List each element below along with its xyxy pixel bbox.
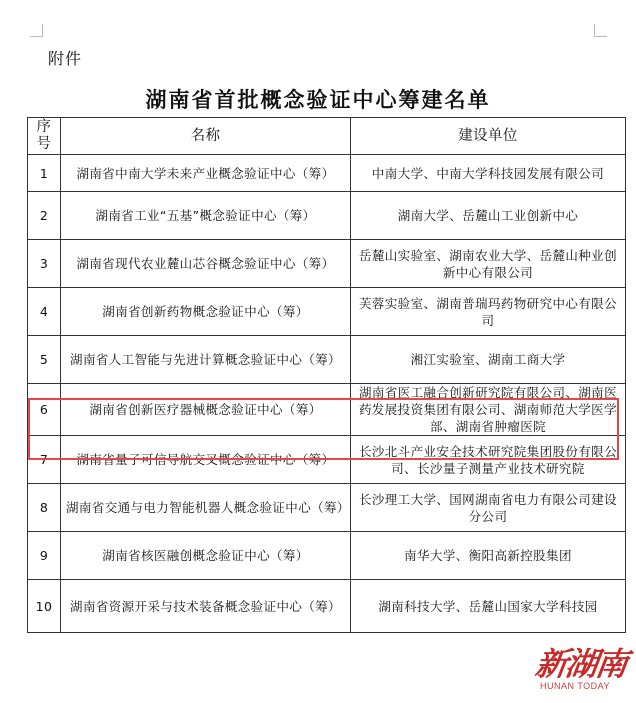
center-list-table [27, 117, 626, 633]
table-row [28, 484, 626, 532]
center-name: 湖南省创新药物概念验证中心（筹） [61, 288, 351, 336]
row-number: 9 [28, 532, 61, 580]
watermark-logo-text: 新湖南 [533, 645, 629, 683]
center-name: 湖南省创新医疗器械概念验证中心（筹） [61, 384, 351, 436]
construction-unit: 湘江实验室、湖南工商大学 [351, 336, 626, 384]
construction-unit: 湖南科技大学、岳麓山国家大学科技园 [351, 580, 626, 633]
center-name: 湖南省工业“五基”概念验证中心（筹） [61, 192, 351, 240]
center-name: 湖南省核医融创概念验证中心（筹） [61, 532, 351, 580]
page-corner-mark-right [594, 24, 607, 37]
table-row [28, 240, 626, 288]
table-row [28, 532, 626, 580]
row-number: 10 [28, 580, 61, 633]
row-number: 4 [28, 288, 61, 336]
attachment-label: 附件 [48, 49, 83, 68]
center-name: 湖南省交通与电力智能机器人概念验证中心（筹） [61, 484, 351, 532]
document-title: 湖南省首批概念验证中心筹建名单 [145, 88, 491, 112]
table-row [28, 288, 626, 336]
page-corner-mark-left [30, 24, 43, 37]
table-row [28, 155, 626, 192]
construction-unit: 芙蓉实验室、湖南普瑞玛药物研究中心有限公司 [351, 288, 626, 336]
table-row [28, 436, 626, 484]
center-name: 湖南省现代农业麓山芯谷概念验证中心（筹） [61, 240, 351, 288]
construction-unit: 中南大学、中南大学科技园发展有限公司 [351, 155, 626, 192]
construction-unit: 长沙理工大学、国网湖南省电力有限公司建设分公司 [351, 484, 626, 532]
center-name: 湖南省资源开采与技术装备概念验证中心（筹） [61, 580, 351, 633]
column-header-number: 序号 [28, 118, 61, 155]
construction-unit: 湖南大学、岳麓山工业创新中心 [351, 192, 626, 240]
construction-unit: 岳麓山实验室、湖南农业大学、岳麓山种业创新中心有限公司 [351, 240, 626, 288]
row-number: 7 [28, 436, 61, 484]
construction-unit: 长沙北斗产业安全技术研究院集团股份有限公司、长沙量子测量产业技术研究院 [351, 436, 626, 484]
table-header-row [28, 118, 626, 155]
watermark-sub-text: HUNAN TODAY [540, 681, 611, 691]
table-row [28, 580, 626, 633]
table-row [28, 192, 626, 240]
center-name: 湖南省中南大学未来产业概念验证中心（筹） [61, 155, 351, 192]
column-header-unit: 建设单位 [351, 118, 626, 155]
row-number: 6 [28, 384, 61, 436]
row-number: 8 [28, 484, 61, 532]
row-number: 5 [28, 336, 61, 384]
row-number: 3 [28, 240, 61, 288]
table-row [28, 336, 626, 384]
center-name: 湖南省人工智能与先进计算概念验证中心（筹） [61, 336, 351, 384]
table-row-highlighted [28, 384, 626, 436]
construction-unit: 湖南省医工融合创新研究院有限公司、湖南医药发展投资集团有限公司、湖南师范大学医学部、湖南省肿瘤医院 [351, 384, 626, 436]
row-number: 2 [28, 192, 61, 240]
row-number: 1 [28, 155, 61, 192]
construction-unit: 南华大学、衡阳高新控股集团 [351, 532, 626, 580]
hunan-today-watermark [533, 639, 629, 695]
center-name: 湖南省量子可信导航交叉概念验证中心（筹） [61, 436, 351, 484]
column-header-name: 名称 [61, 118, 351, 155]
